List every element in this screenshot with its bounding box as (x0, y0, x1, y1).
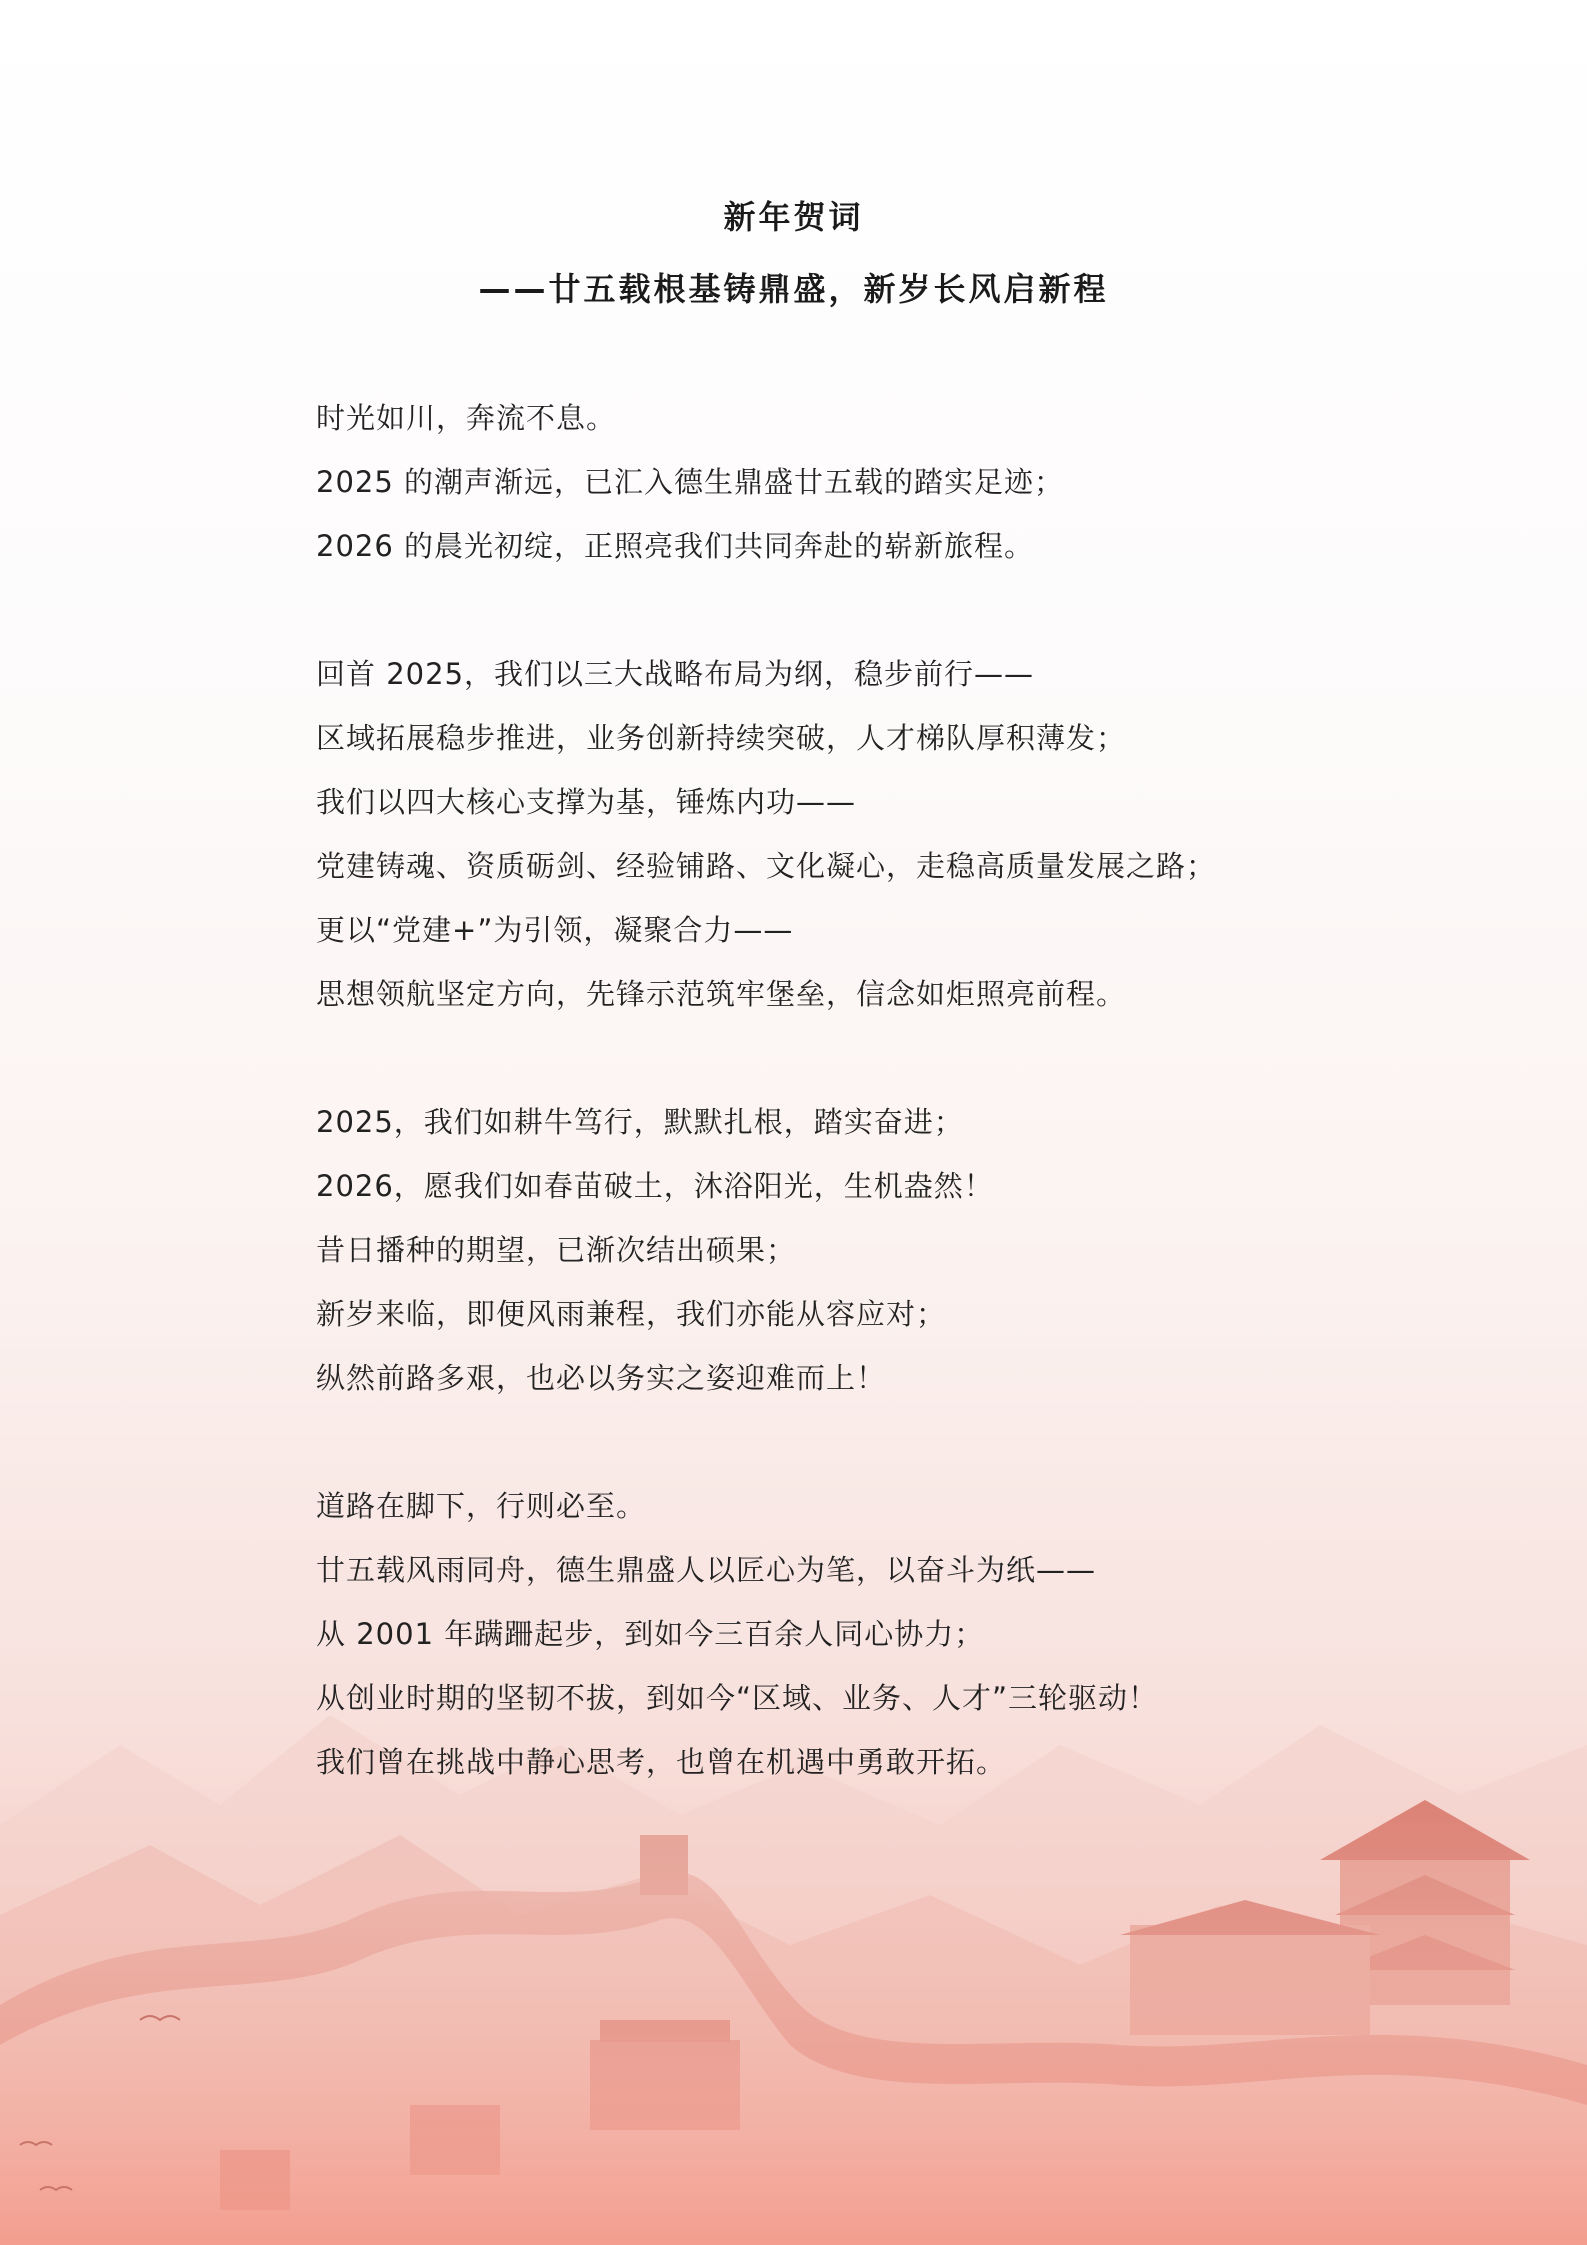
paragraph (240, 1090, 1355, 1410)
body-line: 纵然前路多艰，也必以务实之姿迎难而上！ (316, 1361, 887, 1395)
body-line: 2026 的晨光初绽，正照亮我们共同奔赴的崭新旅程。 (316, 529, 1035, 563)
body-line: 从创业时期的坚韧不拔，到如今“区域、业务、人才”三轮驱动！ (316, 1681, 1159, 1715)
body-line: 廿五载风雨同舟，德生鼎盛人以匠心为笔，以奋斗为纸—— (316, 1553, 1097, 1587)
body-line: 更以“党建+”为引领，凝聚合力—— (316, 913, 794, 947)
body-line: 思想领航坚定方向，先锋示范筑牢堡垒，信念如炬照亮前程。 (316, 977, 1127, 1011)
body-line: 我们曾在挑战中静心思考，也曾在机遇中勇敢开拓。 (316, 1745, 1007, 1779)
page-title: 新年贺词 (723, 198, 864, 236)
body-line: 时光如川，奔流不息。 (316, 401, 617, 435)
letter-body (240, 386, 1355, 1794)
body-line: 昔日播种的期望，已渐次结出硕果； (316, 1233, 797, 1267)
body-line: 道路在脚下，行则必至。 (316, 1489, 647, 1523)
body-line: 2026，愿我们如春苗破土，沐浴阳光，生机盎然！ (316, 1169, 994, 1203)
paragraph (240, 642, 1355, 1026)
body-line: 从 2001 年蹒跚起步，到如今三百余人同心协力； (316, 1617, 985, 1651)
paragraph (240, 386, 1355, 578)
body-line: 新岁来临，即便风雨兼程，我们亦能从容应对； (316, 1297, 947, 1331)
body-line: 党建铸魂、资质砺剑、经验铺路、文化凝心，走稳高质量发展之路； (316, 849, 1217, 883)
page-subtitle: ——廿五载根基铸鼎盛，新岁长风启新程 (478, 270, 1109, 308)
body-line: 回首 2025，我们以三大战略布局为纲，稳步前行—— (316, 657, 1035, 691)
body-line: 2025 的潮声渐远，已汇入德生鼎盛廿五载的踏实足迹； (316, 465, 1065, 499)
body-line: 区域拓展稳步推进，业务创新持续突破，人才梯队厚积薄发； (316, 721, 1127, 755)
body-line: 我们以四大核心支撑为基，锤炼内功—— (316, 785, 857, 819)
body-line: 2025，我们如耕牛笃行，默默扎根，踏实奋进； (316, 1105, 964, 1139)
paragraph (240, 1474, 1355, 1794)
